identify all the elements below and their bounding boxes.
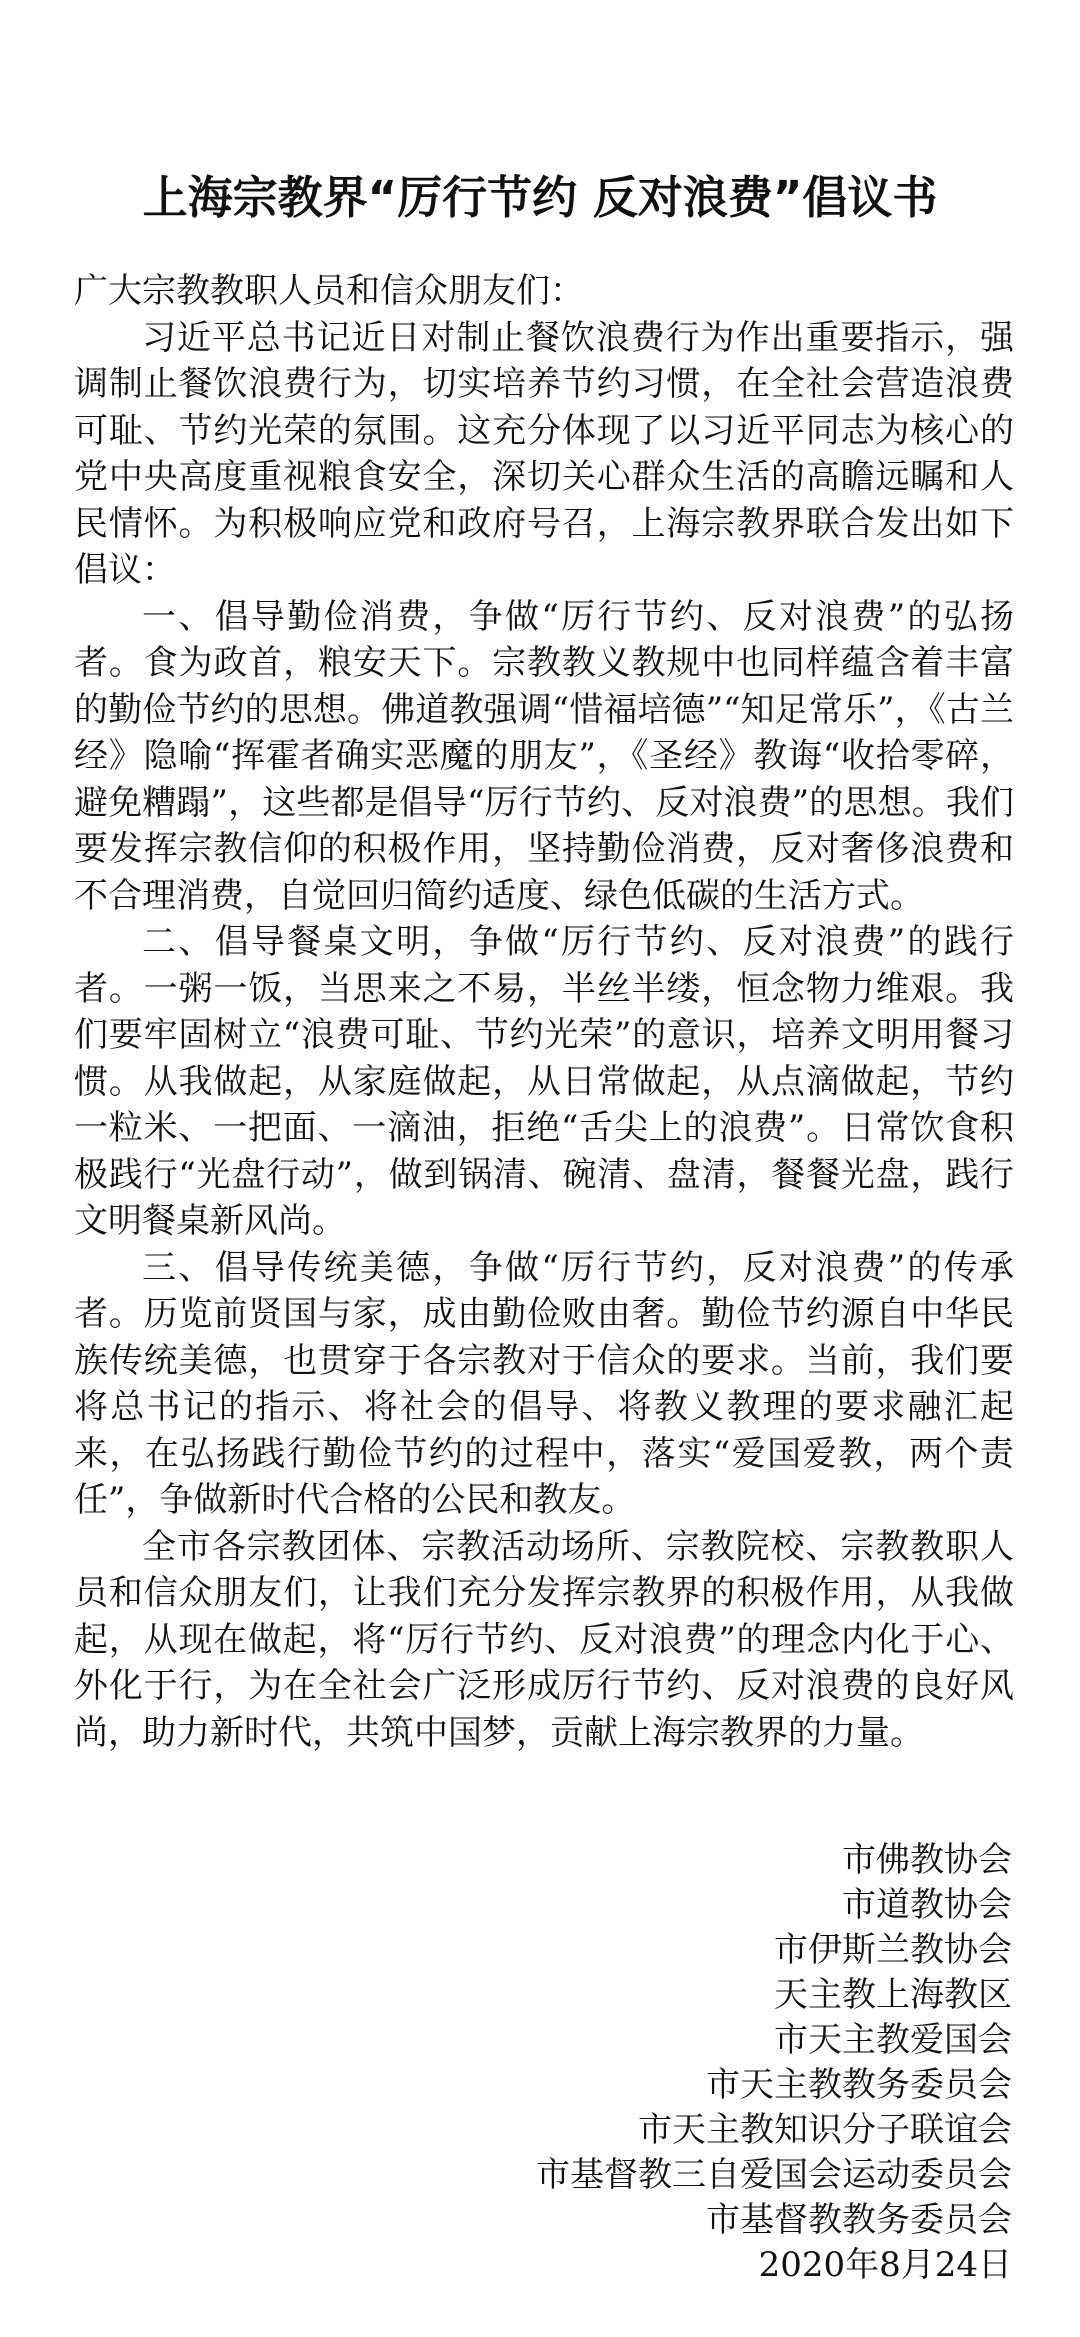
document-body	[74, 268, 1014, 1756]
signatory: 市天主教爱国会	[774, 2020, 1012, 2060]
document-title: 上海宗教界“厉行节约 反对浪费”倡议书	[142, 171, 938, 224]
paragraph-intro: 习近平总书记近日对制止餐饮浪费行为作出重要指示，强调制止餐饮浪费行为，切实培养节约习惯，在全社会营造浪费可耻、节约光荣的氛围。这充分体现了以习近平同志为核心的党中央高度重视粮食安全，深切关心群众生活的高瞻远瞩和人民情怀。为积极响应党和政府号召，上海宗教界联合发出如下倡议：	[74, 317, 1014, 590]
signatory: 市道教协会	[842, 1885, 1012, 1925]
signatory: 市天主教知识分子联谊会	[638, 2110, 1012, 2150]
signatory-list	[536, 1838, 1012, 2288]
signatory: 市基督教教务委员会	[706, 2200, 1012, 2240]
signatory: 市佛教协会	[842, 1840, 1012, 1880]
document-date: 2020年8月24日	[758, 2245, 1012, 2285]
signatory: 市天主教教务委员会	[706, 2065, 1012, 2105]
paragraph-proposal-3: 三、倡导传统美德，争做“厉行节约，反对浪费”的传承者。历览前贤国与家，成由勤俭败由奢。勤俭节约源自中华民族传统美德，也贯穿于各宗教对于信众的要求。当前，我们要将总书记的指示、将社会的倡导、将教义教理的要求融汇起来，在弘扬践行勤俭节约的过程中，落实“爱国爱教，两个责任”，争做新时代合格的公民和教友。	[74, 1247, 1014, 1520]
salutation: 广大宗教教职人员和信众朋友们：	[74, 271, 584, 311]
signatory: 天主教上海教区	[774, 1975, 1012, 2015]
paragraph-closing: 全市各宗教团体、宗教活动场所、宗教院校、宗教教职人员和信众朋友们，让我们充分发挥宗教界的积极作用，从我做起，从现在做起，将“厉行节约、反对浪费”的理念内化于心、外化于行，为在全社会广泛形成厉行节约、反对浪费的良好风尚，助力新时代，共筑中国梦，贡献上海宗教界的力量。	[74, 1526, 1014, 1753]
signatory: 市伊斯兰教协会	[774, 1930, 1012, 1970]
paragraph-proposal-1: 一、倡导勤俭消费，争做“厉行节约、反对浪费”的弘扬者。食为政首，粮安天下。宗教教义教规中也同样蕴含着丰富的勤俭节约的思想。佛道教强调“惜福培德”“知足常乐”，《古兰经》隐喻“挥霍者确实恶魔的朋友”，《圣经》教诲“收拾零碎，避免糟蹋”，这些都是倡导“厉行节约、反对浪费”的思想。我们要发挥宗教信仰的积极作用，坚持勤俭消费，反对奢侈浪费和不合理消费，自觉回归简约适度、绿色低碳的生活方式。	[74, 596, 1014, 916]
paragraph-proposal-2: 二、倡导餐桌文明，争做“厉行节约、反对浪费”的践行者。一粥一饭，当思来之不易，半丝半缕，恒念物力维艰。我们要牢固树立“浪费可耻、节约光荣”的意识，培养文明用餐习惯。从我做起，从家庭做起，从日常做起，从点滴做起，节约一粒米、一把面、一滴油，拒绝“舌尖上的浪费”。日常饮食积极践行“光盘行动”，做到锅清、碗清、盘清，餐餐光盘，践行文明餐桌新风尚。	[74, 922, 1014, 1241]
signatory: 市基督教三自爱国会运动委员会	[536, 2155, 1012, 2195]
